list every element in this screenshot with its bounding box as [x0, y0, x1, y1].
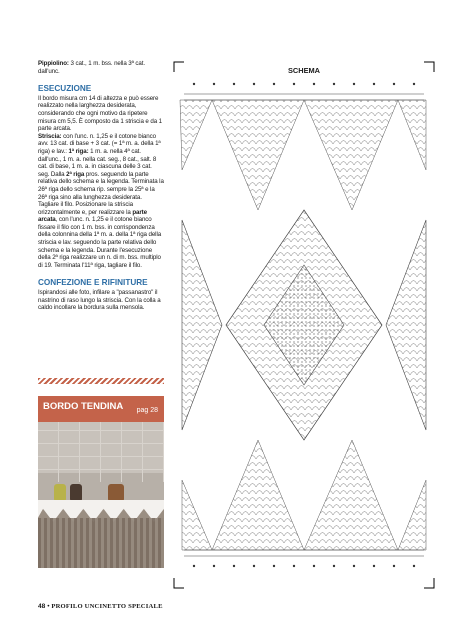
riga2-label: 2ª riga: [66, 170, 85, 178]
diamond-motifs: [182, 210, 426, 440]
bottom-band: [184, 550, 424, 556]
esecuzione-heading: ESECUZIONE: [38, 84, 92, 94]
striscia-paragraph: [38, 133, 164, 270]
striscia-label: Striscia:: [38, 132, 62, 140]
bordo-tendina-box: [38, 378, 164, 556]
pippiolino-text: [38, 60, 164, 75]
box-title-bar: [38, 396, 164, 422]
curtain-photo: [38, 422, 164, 568]
jar: [70, 484, 82, 502]
riga1-label: 1ª riga:: [68, 147, 89, 155]
page-number: 48: [38, 603, 46, 610]
page-footer: [38, 603, 163, 610]
pippiolino-label: Pippiolino:: [38, 60, 69, 67]
confezione-text: Ispirandosi alle foto, infilare a "passanastro" il nastrino di raso lungo la striscia. Con la colla a caldo incollare la bordura sulla mensola.: [38, 289, 161, 312]
box-title: BORDO TENDINA: [43, 401, 124, 412]
pippiolino-desc: 3 cat., 1 m. bss. nella 3ª cat. dall'unc.: [38, 60, 146, 75]
riga1-text: 1 m. a. nella 4ª cat. dall'unc., 1 m. a. nella cat. seg., 8 cat., salt. 8 cat. di base, 1 m. a. in ciascuna delle 3 cat. seg. Dalla: [38, 147, 157, 178]
arcata-text: , con l'unc. n. 1,25 e il cotone bianco fissare il filo con 1 m. bss. in corrispondenza della colonnina della 1ª m. a. della 1ª riga della striscia e lav. seguendo la parte relativa dello schema e la legenda. Durante l'esecuzione della 2ª riga realizzare un n. di m. bss. multiplo di 19. Terminata l'11ª riga, tagliare il filo.: [38, 216, 162, 269]
schema-title: SCHEMA: [287, 66, 321, 75]
curtain-fabric: [38, 518, 164, 568]
crochet-diagram: [172, 60, 436, 590]
esecuzione-intro: Il bordo misura cm 14 di altezza e può essere realizzato nella larghezza desiderata, considerando che ogni motivo da ripetere misura cm 5,5. È composto da 1 striscia e da 1 parte arcata.: [38, 94, 163, 133]
riga2-text: pros. seguendo la parte relativa dello schema e la legenda. Terminata la 26ª riga dello schema rip. sempre la 25ª e la 26ª riga sino alla lunghezza desiderata. Tagliare il filo. Posizionare la striscia orizzontalmente e, per realizzare la: [38, 170, 164, 216]
jar: [54, 484, 66, 502]
magazine-title: PROFILO UNCINETTO SPECIALE: [51, 603, 163, 610]
top-band: [184, 94, 424, 100]
confezione-heading: CONFEZIONE E RIFINITURE: [38, 278, 148, 288]
zigzag-fans: [180, 100, 426, 210]
box-page-ref: pag 28: [136, 407, 158, 414]
lower-fans: [182, 440, 426, 550]
jar: [108, 484, 124, 502]
footer-separator: •: [47, 603, 50, 610]
schema-chart: [172, 60, 436, 590]
tile-wall: [38, 422, 164, 482]
striscia-text: con l'unc. n. 1,25 e il cotone bianco avv. 13 cat. di base + 3 cat. (= 1ª m. a. della 1ª riga) e lav.:: [38, 132, 161, 155]
arcata-label: parte arcata: [38, 208, 147, 224]
instructions-column: [38, 60, 164, 312]
